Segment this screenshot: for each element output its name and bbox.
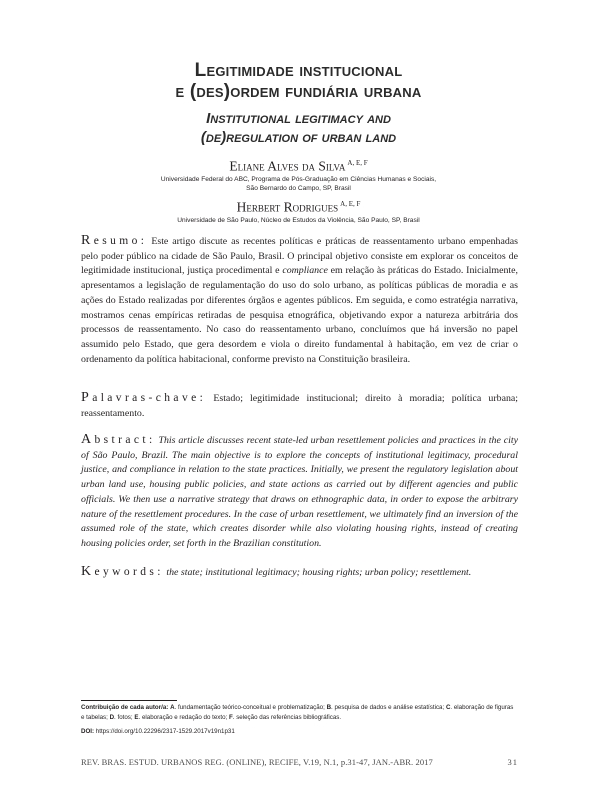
footnote-contrib-f-text: . seleção das referências bibliográficas. bbox=[232, 713, 342, 721]
title-en-line1: Institutional legitimacy and bbox=[206, 110, 391, 127]
palavras-chave-text: Estado; legitimidade institucional; direito à moradia; política urbana; reassentamento. bbox=[81, 393, 519, 419]
abstract-paragraph bbox=[81, 433, 518, 552]
keywords-text: the state; institutional legitimacy; housing rights; urban policy; resettlement. bbox=[166, 567, 472, 578]
keywords-label bbox=[81, 566, 164, 578]
resumo-text-italic: compliance bbox=[282, 265, 328, 277]
abstract-text: This article discusses recent state-led urban resettlement policies and practices in the city of São Paulo, Brazil. The main objective is to explore the concepts of institutional legitimacy, procedural justice, and compliance in relation to the state practices. Initially, we present the regulatory legislation about urban land use, housing public policies, and state actions as carried out by different agencies and public officials. We then use a narrative strategy that draws on ethnographic data, in order to expose the arbitrary nature of the resettlement procedures. In the case of urban resettlement, we ultimately find an inversion of the assumed role of the state, which creates disorder while also violating housing rights, instead of creating housing policies order, set forth in the Brazilian constitution. bbox=[81, 435, 518, 549]
footnote-contrib-b-key: B bbox=[326, 704, 332, 711]
abstract-label-initial: A bbox=[81, 432, 95, 447]
resumo-text-2: em relação às práticas do Estado. Inicialmente, apresentamos a legislação de regulamentação do uso do solo urbano, as políticas públicas de moradia e as ações do Estado realizadas por diferentes órgãos e agentes públicos. Em seguida, e como estratégia narrativa, mostramos cenas empíricas retiradas de pesquisa etnográfica, objetivando expor a natureza arbitrária dos processos de reassentamento. No caso do reassentamento urbano, concluímos que há inversão no papel assumido pelo Estado, que gera desordem e viola o direito fundamental à habitação, em vez de criar o ordenamento da política habitacional, conforme previsto na Constituição brasileira. bbox=[81, 265, 518, 365]
footnote-divider bbox=[81, 700, 177, 701]
footnote-contrib-a-key: A bbox=[170, 704, 175, 711]
footnote-doi bbox=[81, 727, 518, 737]
abstract-label bbox=[81, 434, 156, 446]
footnote-contrib-d-text: . fotos; bbox=[114, 713, 133, 721]
title-pt-line2: e (des)ordem fundiária urbana bbox=[175, 81, 422, 102]
author-roles-1: A, E, F bbox=[347, 159, 368, 167]
footnote-contrib-c-key: C bbox=[445, 704, 451, 711]
author-roles-2: A, E, F bbox=[340, 200, 361, 208]
resumo-paragraph bbox=[81, 234, 518, 367]
footnote-contrib-a-text: . fundamentação teórico-conceitual e problematização; bbox=[174, 704, 325, 711]
author-name-1 bbox=[0, 155, 597, 175]
footnote-contrib-b-text: . pesquisa de dados e análise estatística; bbox=[331, 704, 445, 711]
palavras-chave-paragraph bbox=[81, 391, 518, 421]
footnote-doi-link[interactable]: https://doi.org/10.22296/2317-1529.2017v19n1p31 bbox=[95, 728, 235, 735]
abstract-label-rest: bstract: bbox=[94, 434, 156, 446]
palavras-chave-label-initial: P bbox=[81, 390, 93, 405]
title-en-line2: (de)regulation of urban land bbox=[200, 129, 397, 146]
author-name-2 bbox=[0, 196, 597, 216]
author-affiliation-2: Universidade de São Paulo, Núcleo de Estudos da Violência, São Paulo, SP, Brasil bbox=[177, 216, 420, 224]
footnote-contrib-c-text: . elaboração de figuras e tabelas; bbox=[81, 704, 514, 721]
title-pt-line1: Legitimidade institucional bbox=[194, 60, 403, 81]
palavras-chave-label-rest: alavras-chave: bbox=[92, 392, 207, 404]
footnote-contrib-e-text: . elaboração e redação do texto; bbox=[138, 713, 228, 721]
journal-footer: REV. BRAS. ESTUD. URBANOS REG. (ONLINE), RECIFE, V.19, N.1, p.31-47, JAN.-ABR. 2017 bbox=[81, 757, 433, 767]
resumo-label-initial: R bbox=[81, 233, 94, 248]
author-affiliation-1b: São Bernardo do Campo, SP, Brasil bbox=[246, 184, 351, 192]
footnote-contrib-f-key: F bbox=[228, 713, 233, 721]
footnote-contrib-d-key: D bbox=[109, 713, 115, 721]
author-name-2-text: Herbert Rodrigues bbox=[236, 199, 339, 215]
page-number: 31 bbox=[507, 757, 518, 767]
footnote-contrib-e-key: E bbox=[134, 713, 139, 721]
keywords-paragraph bbox=[81, 565, 518, 581]
keywords-label-rest: eywords: bbox=[94, 566, 164, 578]
resumo-label bbox=[81, 235, 147, 247]
author-block-1 bbox=[0, 155, 597, 193]
resumo-label-rest: esumo: bbox=[93, 235, 148, 247]
author-name-1-text: Eliane Alves da Silva bbox=[229, 158, 346, 174]
footnote-contrib-label: Contribuição de cada autor/a: bbox=[81, 704, 169, 711]
resumo-text-1: Este artigo discute as recentes políticas e práticas de reassentamento urbano empenhadas pelo poder público na cidade de São Paulo, Brasil. O principal objetivo consiste em explorar os conceitos de legitimidade institucional, justiça procedimental e bbox=[81, 236, 519, 277]
author-affiliation-1a: Universidade Federal do ABC, Programa de Pós-Graduação em Ciências Humanas e Sociais, bbox=[160, 175, 437, 183]
author-block-2 bbox=[0, 196, 597, 225]
footnote-doi-label: DOI: bbox=[81, 728, 95, 735]
palavras-chave-label bbox=[81, 392, 206, 404]
footnote-contributions bbox=[81, 703, 518, 722]
keywords-label-initial: K bbox=[81, 564, 95, 579]
